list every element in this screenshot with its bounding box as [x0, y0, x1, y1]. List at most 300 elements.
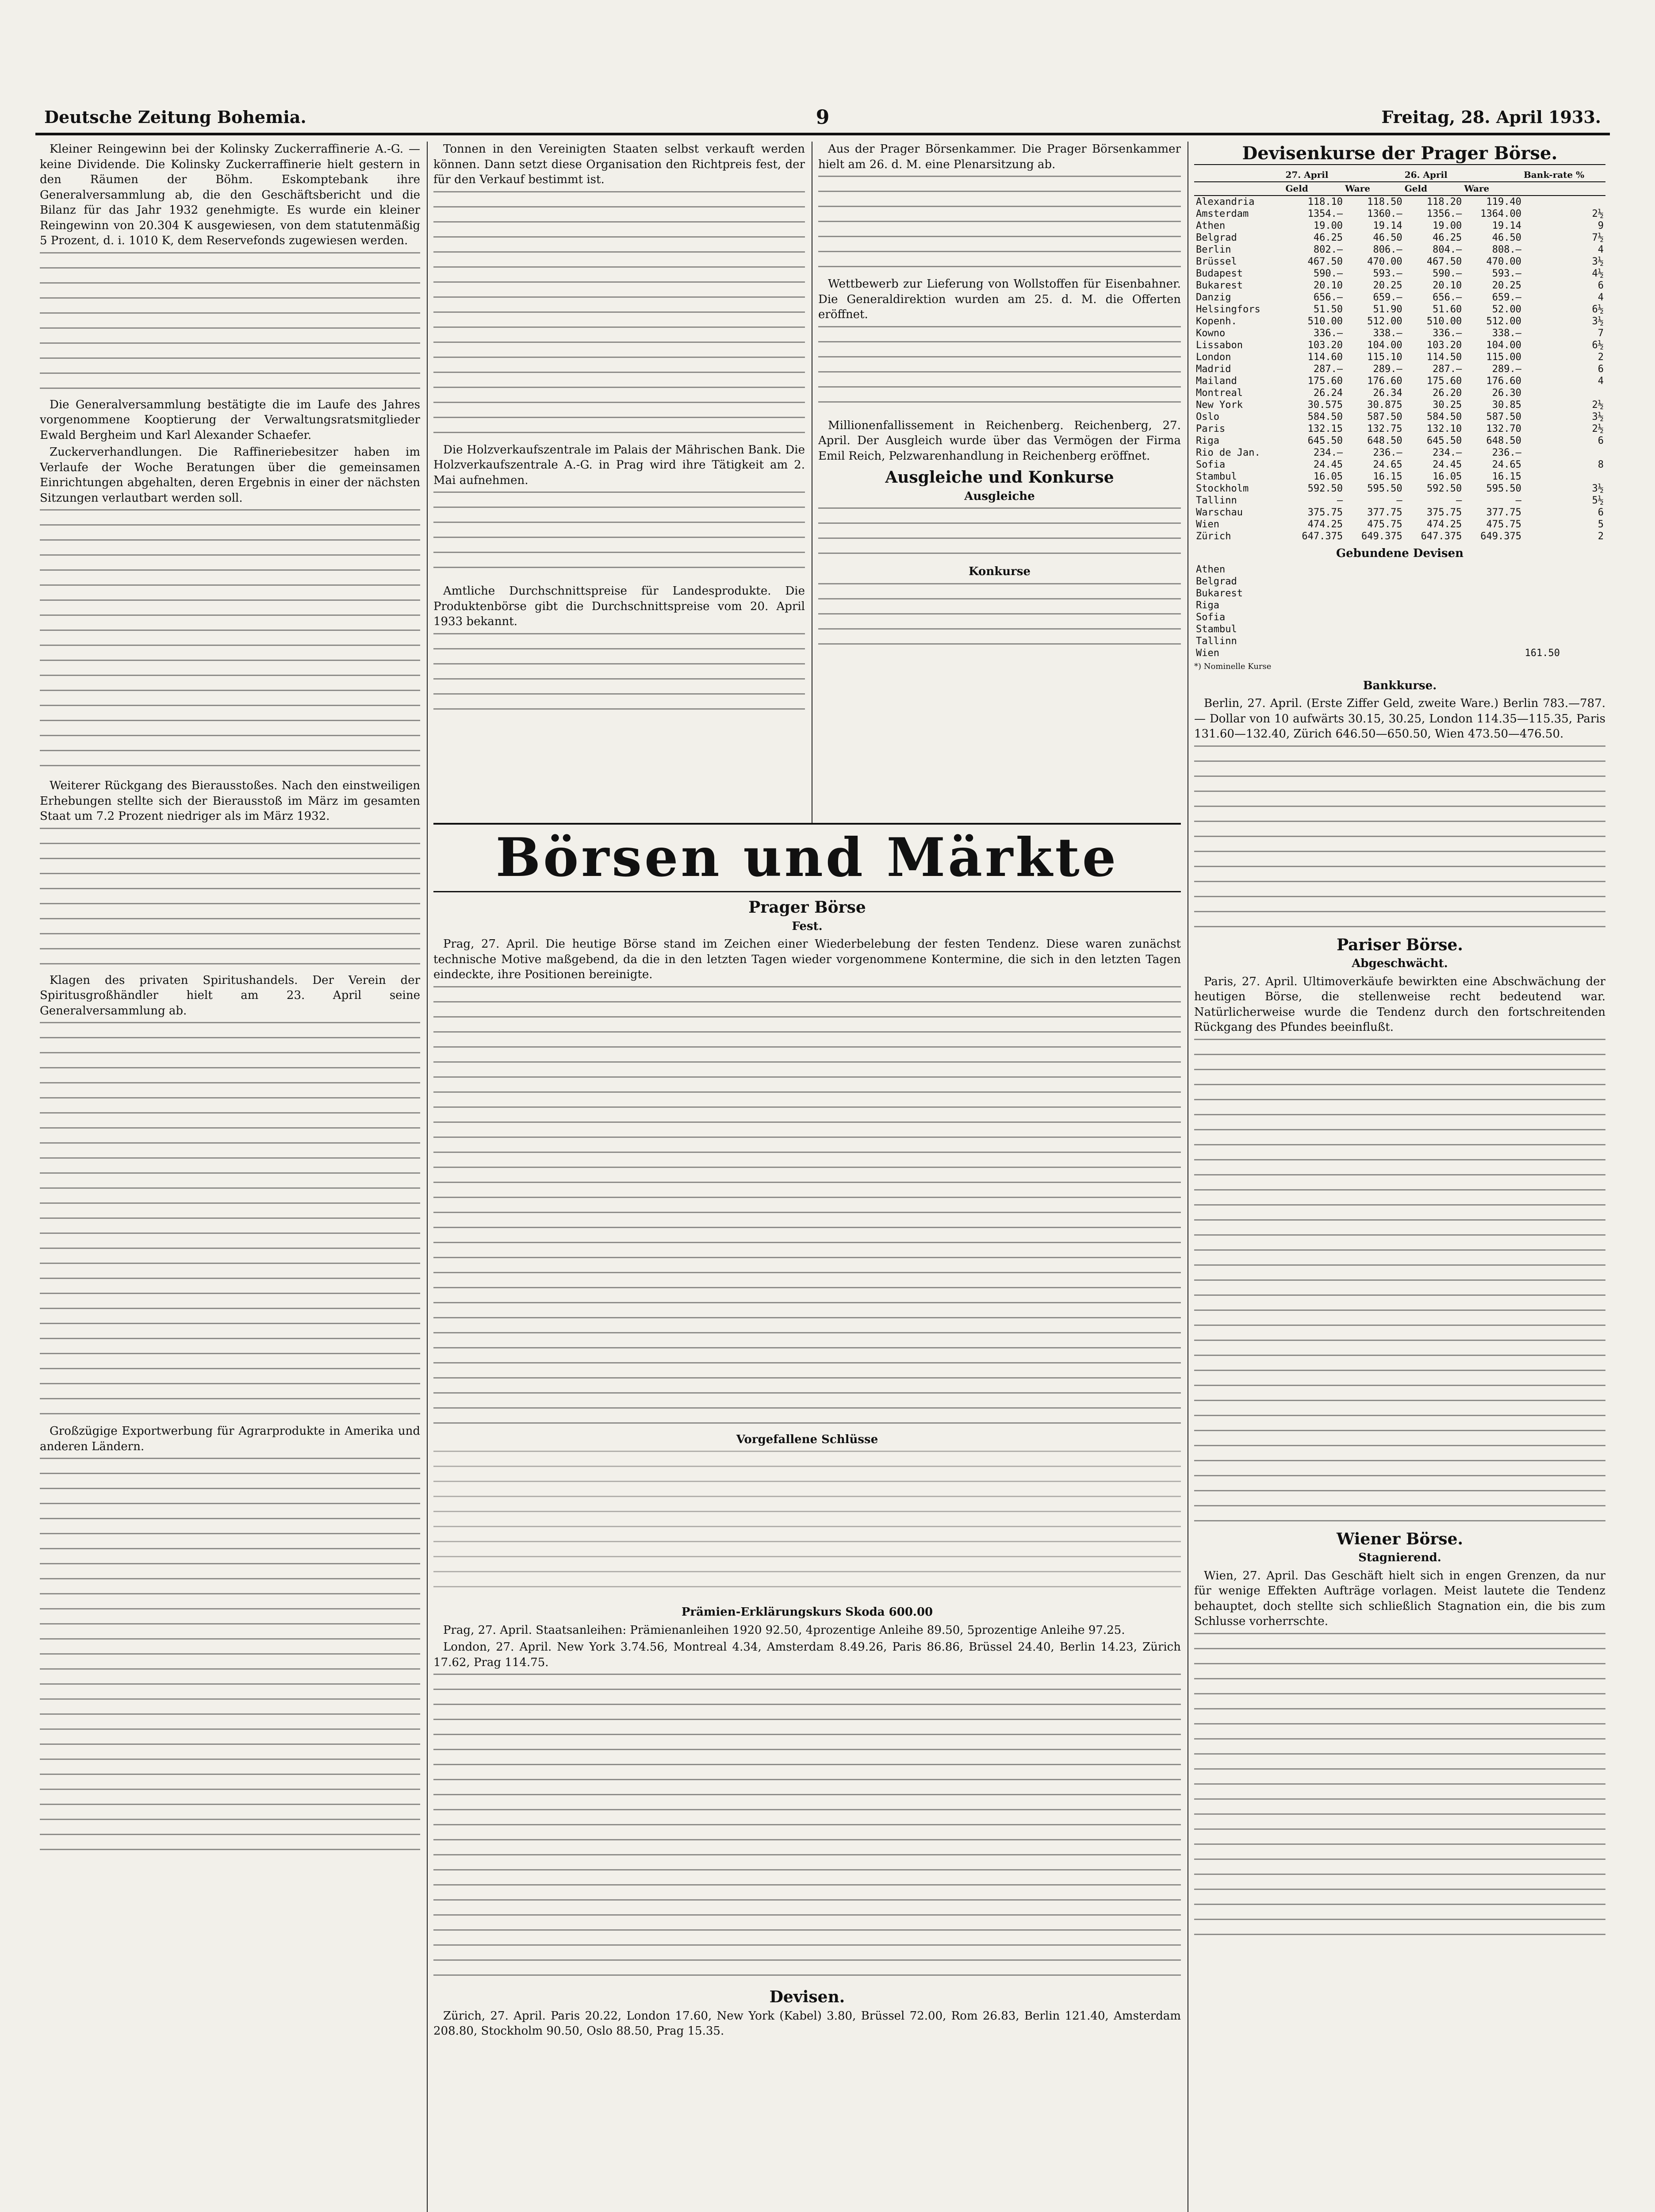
table-cell: 16.15 [1492, 471, 1521, 482]
pariser-boerse-title: Pariser Börse. [1337, 935, 1463, 954]
table-cell: 467.50 [1426, 256, 1462, 267]
table-cell: 114.60 [1307, 351, 1343, 363]
quotes-table [433, 1451, 1181, 1601]
table-cell: Stockholm [1196, 483, 1249, 494]
table-cell: 2½ [1592, 399, 1604, 411]
devisenkurse-title: Devisenkurse der Prager Börse. [1194, 146, 1605, 165]
table-row [1194, 315, 1605, 327]
table-cell: 103.20 [1426, 339, 1462, 351]
wiener-boerse-title: Wiener Börse. [1336, 1529, 1463, 1548]
table-cell: 5½ [1592, 495, 1604, 506]
table-cell: 510.00 [1426, 315, 1462, 327]
table-cell: 595.50 [1486, 483, 1521, 494]
table-cell: Stambul [1196, 471, 1237, 482]
table-cell: London [1196, 351, 1231, 363]
table-cell: 46.50 [1492, 232, 1521, 243]
table-row [1194, 507, 1605, 518]
table-cell: 1364.00 [1480, 208, 1521, 219]
article-paragraph: Millionenfallissement in Reichenberg. Reichenberg, 27. April. Der Ausgleich wurde über das Vermögen der Firma Emil Reich, Pelzwarenhandlung in Reichenberg eröffnet. [818, 419, 1181, 463]
table-cell [1576, 588, 1591, 599]
table-cell: 3½ [1592, 315, 1604, 327]
table-cell: 9 [1598, 220, 1604, 231]
table-cell: 590.— [1313, 268, 1343, 279]
article-paragraph: Die Generalversammlung bestätigte die im Laufe des Jahres vorgenommene Kooptierung der Verwaltungsratsmitglieder Ewald Bergheim und Karl Alexander Schaefer. [40, 398, 420, 442]
table-row [1194, 196, 1605, 208]
table-cell: 649.375 [1361, 530, 1402, 542]
table-cell: 119.40 [1486, 196, 1521, 207]
table-cell [1523, 447, 1605, 459]
table-cell: 336.— [1433, 327, 1462, 339]
issue-date: Freitag, 28. April 1933. [1381, 107, 1601, 127]
table-cell: 234.— [1433, 447, 1462, 458]
table-cell: 24.45 [1433, 459, 1462, 470]
table-cell: 46.25 [1313, 232, 1343, 243]
table-cell: Belgrad [1196, 576, 1237, 587]
table-cell [1591, 611, 1605, 623]
noten-footnote: *) Nominelle Kurse [1194, 662, 1272, 671]
table-cell: 647.375 [1421, 530, 1462, 542]
noten-body [1194, 564, 1605, 659]
sub-heading: Konkurse [968, 565, 1031, 578]
table-cell [1591, 599, 1605, 611]
sub-heading: Ausgleiche [964, 489, 1035, 503]
table-cell: 132.70 [1486, 423, 1521, 434]
text-block [1194, 745, 1605, 931]
table-cell: 16.05 [1313, 471, 1343, 482]
table-cell: 289.— [1492, 363, 1521, 375]
table-cell: 26.24 [1313, 387, 1343, 399]
table-cell: Bukarest [1196, 280, 1243, 291]
article-paragraph: Zuckerverhandlungen. Die Raffineriebesitzer haben im Verlaufe der Woche Beratungen über die gemeinsamen Einrichtungen abgehalten, deren Ergebnis in einer der nächsten Sitzungen verlautbart werden soll. [40, 445, 420, 505]
text-block [818, 583, 1181, 654]
table-cell: 132.75 [1367, 423, 1402, 434]
table-cell [1562, 611, 1576, 623]
table-row [1194, 327, 1605, 339]
table-cell: Madrid [1196, 363, 1231, 375]
table-cell: 104.00 [1367, 339, 1402, 351]
table-cell: 26.34 [1373, 387, 1402, 399]
table-row [1194, 363, 1605, 375]
table-cell: 8 [1598, 459, 1604, 470]
table-cell [1523, 196, 1605, 208]
table-cell: Riga [1196, 435, 1219, 446]
table-cell: 648.50 [1486, 435, 1521, 446]
article-paragraph: Die Holzverkaufszentrale im Palais der Mährischen Bank. Die Holzverkaufszentrale A.-G. in Prag wird ihre Tätigkeit am 2. Mai aufnehmen. [433, 443, 805, 487]
table-cell: 659.— [1492, 292, 1521, 303]
table-row [1194, 483, 1605, 495]
article-paragraph: Paris, 27. April. Ultimoverkäufe bewirkten eine Abschwächung der heutigen Börse, die stellenweise recht bedeutend war. Natürlicherweise wurde die Tendenz durch den fortschreitenden Rückgang des Pfundes beeinflußt. [1194, 975, 1605, 1034]
article-paragraph: Weiterer Rückgang des Bierausstoßes. Nach den einstweiligen Erhebungen stellte sich der Bierausstoß im März im gesamten Staat um 7.2 Prozent niedriger als im März 1932. [40, 779, 420, 823]
col-bankrate: Bank-rate % [1523, 169, 1605, 182]
table-cell: 512.00 [1367, 315, 1402, 327]
table-cell: 4 [1598, 375, 1604, 387]
table-cell: 132.15 [1307, 423, 1343, 434]
table-row [1194, 635, 1605, 647]
text-block [40, 828, 420, 969]
text-block [1194, 1633, 1605, 1943]
table-cell: 510.00 [1307, 315, 1343, 327]
table-row [1194, 268, 1605, 280]
table-cell: 656.— [1313, 292, 1343, 303]
table-row [1194, 303, 1605, 315]
table-cell: 802.— [1313, 244, 1343, 255]
table-cell: 20.10 [1313, 280, 1343, 291]
table-cell [1562, 647, 1576, 659]
table-row [1194, 292, 1605, 303]
table-row [1194, 232, 1605, 244]
table-cell: 3½ [1592, 256, 1604, 267]
table-cell: 647.375 [1302, 530, 1343, 542]
table-cell: — [1337, 495, 1343, 506]
table-cell: 234.— [1313, 447, 1343, 458]
table-cell: 24.65 [1373, 459, 1402, 470]
table-cell: 236.— [1373, 447, 1402, 458]
table-cell: 16.05 [1433, 471, 1462, 482]
table-cell: 118.10 [1307, 196, 1343, 207]
table-cell: 338.— [1492, 327, 1521, 339]
table-row [1194, 495, 1605, 507]
table-cell [1523, 387, 1605, 399]
table-cell: 24.45 [1313, 459, 1343, 470]
table-cell: 118.20 [1426, 196, 1462, 207]
table-row [1194, 244, 1605, 256]
table-cell: 161.50 [1525, 648, 1560, 659]
table-cell: 336.— [1313, 327, 1343, 339]
table-cell: 584.50 [1307, 411, 1343, 422]
table-cell: 6 [1598, 280, 1604, 291]
exchange-rate-table [1194, 169, 1605, 542]
table-cell: Tallinn [1196, 636, 1237, 647]
table-cell: 645.50 [1426, 435, 1462, 446]
article-paragraph: Wien, 27. April. Das Geschäft hielt sich in engen Grenzen, da nur für wenige Effekten Aufträge vorlagen. Meist lautete die Tendenz behauptet, doch stellte sich schließlich Stagnation ein, die bis zum Schlusse vorherrschte. [1194, 1569, 1605, 1628]
table-row [1194, 459, 1605, 471]
table-cell: 470.00 [1367, 256, 1402, 267]
text-block [433, 492, 805, 580]
table-cell [1402, 576, 1562, 588]
table-cell: 5 [1598, 518, 1604, 530]
article-paragraph: Zürich, 27. April. Paris 20.22, London 17.60, New York (Kabel) 3.80, Brüssel 72.00, Rom 26.83, Berlin 121.40, Amsterdam 208.80, Stockholm 90.50, Oslo 88.50, Prag 15.35. [433, 2009, 1181, 2038]
table-cell: 7 [1598, 327, 1604, 339]
table-cell: Helsingfors [1196, 303, 1260, 315]
table-row [1194, 447, 1605, 459]
table-cell: Stambul [1196, 624, 1237, 635]
article-paragraph: Kleiner Reingewinn bei der Kolinsky Zuckerraffinerie A.-G. — keine Dividende. Die Kolinsky Zuckerraffinerie hielt gestern in den Räumen der Böhm. Eskomptebank ihre Generalversammlung ab, die den Geschäftsbericht und die Bilanz für das Jahr 1932 genehmigte. Es wurde ein kleiner Reingewinn von 20.304 K ausgewiesen, von dem statutenmäßig 5 Prozent, d. i. 1010 K, dem Reservefonds zugewiesen werden. [40, 142, 420, 247]
text-block [818, 507, 1181, 561]
table-cell: 132.10 [1426, 423, 1462, 434]
column-economy-news-3 [818, 142, 1181, 818]
column-rule [427, 142, 428, 2212]
article-paragraph: Klagen des privaten Spiritushandels. Der Verein der Spiritusgroßhändler hielt am 23. April seine Generalversammlung ab. [40, 973, 420, 1018]
table-cell: 51.50 [1313, 303, 1343, 315]
table-cell: 19.00 [1313, 220, 1343, 231]
table-cell: 3½ [1592, 483, 1604, 494]
table-cell: 587.50 [1367, 411, 1402, 422]
table-cell: Paris [1196, 423, 1226, 434]
table-cell: 804.— [1433, 244, 1462, 255]
table-cell: 46.50 [1373, 232, 1402, 243]
table-cell: Brüssel [1196, 256, 1237, 267]
table-cell: 3½ [1592, 411, 1604, 422]
table-cell: 806.— [1373, 244, 1402, 255]
table-row [1194, 471, 1605, 483]
table-row [1194, 518, 1605, 530]
prager-boerse-title: Prager Börse [748, 898, 866, 917]
pariser-boerse-subtitle: Abgeschwächt. [1352, 957, 1448, 970]
table-row [1194, 530, 1605, 542]
table-cell: 20.25 [1492, 280, 1521, 291]
table-cell: 2½ [1592, 423, 1604, 434]
article-paragraph: Prag, 27. April. Staatsanleihen: Prämienanleihen 1920 92.50, 4prozentige Anleihe 89.50, 5prozentige Anleihe 97.25. [443, 1623, 1125, 1637]
table-row [1194, 435, 1605, 447]
table-row [1194, 256, 1605, 268]
table-cell: 587.50 [1486, 411, 1521, 422]
table-cell: 593.— [1373, 268, 1402, 279]
table-cell: 648.50 [1367, 435, 1402, 446]
table-cell: 30.25 [1433, 399, 1462, 411]
premium-footnote: Prämien-Erklärungskurs Skoda 600.00 [681, 1605, 933, 1619]
table-cell: Riga [1196, 600, 1219, 611]
table-cell [1562, 635, 1576, 647]
table-cell: 649.375 [1480, 530, 1521, 542]
table-cell: 375.75 [1426, 507, 1462, 518]
table-cell: Bukarest [1196, 588, 1243, 599]
bound-currency-table [1194, 564, 1605, 659]
table-cell [1562, 623, 1576, 635]
bankkurse-title: Bankkurse. [1363, 679, 1437, 692]
article-paragraph: Wettbewerb zur Lieferung von Wollstoffen für Eisenbahner. Die Generaldirektion wurden am 25. d. M. die Offerten eröffnet. [818, 277, 1181, 321]
text-block [40, 509, 420, 775]
column-economy-news-2 [433, 142, 805, 818]
table-cell [1562, 564, 1576, 576]
table-cell: 4 [1598, 244, 1604, 255]
text-block [433, 986, 1181, 1429]
table-cell: 175.60 [1426, 375, 1462, 387]
table-cell: 51.90 [1373, 303, 1402, 315]
table-cell: 103.20 [1307, 339, 1343, 351]
table-cell: 30.575 [1307, 399, 1343, 411]
table-cell: 289.— [1373, 363, 1402, 375]
table-cell: Wien [1196, 518, 1219, 530]
table-cell [1562, 588, 1576, 599]
table-cell: Wien [1196, 648, 1219, 659]
devisen-title: Devisen. [769, 1988, 845, 2006]
table-cell: 115.00 [1486, 351, 1521, 363]
text-block [818, 326, 1181, 415]
table-cell: 1356.— [1426, 208, 1462, 219]
table-cell [1576, 576, 1591, 588]
prager-boerse-subtitle: Fest. [792, 919, 823, 933]
table-cell: 19.00 [1433, 220, 1462, 231]
article-paragraph: Amtliche Durchschnittspreise für Landesprodukte. Die Produktenbörse gibt die Durchschnittspreise vom 20. April 1933 bekannt. [433, 584, 805, 628]
table-row [1194, 588, 1605, 599]
table-cell [1576, 623, 1591, 635]
table-row [1194, 623, 1605, 635]
table-cell: 474.25 [1426, 518, 1462, 530]
table-cell: 287.— [1433, 363, 1462, 375]
table-cell: 474.25 [1307, 518, 1343, 530]
page-number: 9 [816, 106, 830, 129]
table-cell: 7½ [1592, 232, 1604, 243]
table-row [1194, 208, 1605, 220]
table-cell: 467.50 [1307, 256, 1343, 267]
table-cell: — [1396, 495, 1402, 506]
table-cell: 6½ [1592, 303, 1604, 315]
market-section [433, 894, 1181, 2212]
text-block [40, 252, 420, 394]
table-cell: 1360.— [1367, 208, 1402, 219]
column-economy-news [40, 142, 420, 2212]
table-cell [1562, 576, 1576, 588]
table-cell: 19.14 [1373, 220, 1402, 231]
table-cell: Zürich [1196, 530, 1231, 542]
text-block [40, 1458, 420, 1856]
table-cell: 26.20 [1433, 387, 1462, 399]
table-cell [1591, 635, 1605, 647]
article-paragraph: Aus der Prager Börsenkammer. Die Prager Börsenkammer hielt am 26. d. M. eine Plenarsitzung ab. [818, 142, 1181, 171]
table-cell: 46.25 [1433, 232, 1462, 243]
table-row [1194, 599, 1605, 611]
noten-title: Gebundene Devisen [1336, 546, 1464, 560]
table-cell: 6½ [1592, 339, 1604, 351]
table-cell: Lissabon [1196, 339, 1243, 351]
table-cell [1402, 623, 1562, 635]
table-cell: Amsterdam [1196, 208, 1249, 219]
vorgestrige-title: Vorgefallene Schlüsse [736, 1432, 878, 1446]
table-cell: 377.75 [1367, 507, 1402, 518]
table-cell: 593.— [1492, 268, 1521, 279]
col-date-1: 27. April [1285, 169, 1404, 182]
table-cell: Sofia [1196, 459, 1226, 470]
table-cell: 6 [1598, 507, 1604, 518]
table-cell: 4½ [1592, 268, 1604, 279]
table-cell: New York [1196, 399, 1243, 411]
table-cell: 114.50 [1426, 351, 1462, 363]
table-cell [1402, 588, 1562, 599]
table-row [1194, 399, 1605, 411]
section-heading: Ausgleiche und Konkurse [885, 468, 1114, 487]
table-cell: 4 [1598, 292, 1604, 303]
table-cell [1576, 647, 1591, 659]
col-date-2: 26. April [1404, 169, 1523, 182]
column-currency [1194, 142, 1605, 2212]
table-cell [1591, 647, 1605, 659]
text-block [818, 176, 1181, 273]
table-cell: 2 [1598, 351, 1604, 363]
table-cell: 20.25 [1373, 280, 1402, 291]
text-block [433, 191, 805, 439]
col-ware: Ware [1463, 182, 1523, 196]
table-cell: 30.85 [1492, 399, 1521, 411]
table-cell: Warschau [1196, 507, 1243, 518]
table-cell: — [1515, 495, 1521, 506]
table-cell: 656.— [1433, 292, 1462, 303]
table-cell: Budapest [1196, 268, 1243, 279]
table-cell: 287.— [1313, 363, 1343, 375]
table-cell: 176.60 [1367, 375, 1402, 387]
table-cell: 808.— [1492, 244, 1521, 255]
table-cell: Berlin [1196, 244, 1231, 255]
table-cell: Tallinn [1196, 495, 1237, 506]
table-cell [1576, 599, 1591, 611]
article-paragraph: London, 27. April. New York 3.74.56, Montreal 4.34, Amsterdam 8.49.26, Paris 86.86, Brüssel 24.40, Berlin 14.23, Zürich 17.62, Prag 114.75. [433, 1640, 1181, 1669]
table-cell [1402, 635, 1562, 647]
table-cell: 19.14 [1492, 220, 1521, 231]
table-row [1194, 576, 1605, 588]
table-cell: 377.75 [1486, 507, 1521, 518]
table-cell: 6 [1598, 435, 1604, 446]
table-row [1194, 351, 1605, 363]
table-row [1194, 423, 1605, 435]
table-row [1194, 280, 1605, 292]
table-cell [1591, 588, 1605, 599]
table-cell [1591, 564, 1605, 576]
table-cell: 512.00 [1486, 315, 1521, 327]
article-paragraph: Berlin, 27. April. (Erste Ziffer Geld, zweite Ware.) Berlin 783.—787.— Dollar von 10 aufwärts 30.15, 30.25, London 114.35—115.35, Paris 131.60—132.40, Zürich 646.50—650.50, Wien 473.50—476.50. [1194, 697, 1605, 741]
table-cell: Sofia [1196, 612, 1226, 623]
table-cell: 1354.— [1307, 208, 1343, 219]
col-currency [1194, 169, 1285, 182]
text-block [433, 633, 805, 722]
table-cell: 118.50 [1367, 196, 1402, 207]
article-paragraph: Tonnen in den Vereinigten Staaten selbst verkauft werden können. Dann setzt diese Organisation den Richtpreis fest, der für den Verkauf bestimmt ist. [433, 142, 805, 186]
table-row [1194, 647, 1605, 659]
table-cell: 115.10 [1367, 351, 1402, 363]
table-cell: 592.50 [1307, 483, 1343, 494]
table-cell: 659.— [1373, 292, 1402, 303]
table-cell [1402, 611, 1562, 623]
table-cell: 51.60 [1433, 303, 1462, 315]
table-row [1194, 564, 1605, 576]
table-cell: 475.75 [1486, 518, 1521, 530]
section-banner: Börsen und Märkte [433, 823, 1181, 892]
table-cell: 584.50 [1426, 411, 1462, 422]
table-cell: Alexandria [1196, 196, 1255, 207]
table-cell [1402, 564, 1562, 576]
table-cell: 2 [1598, 530, 1604, 542]
table-cell: 592.50 [1426, 483, 1462, 494]
wiener-boerse-subtitle: Stagnierend. [1358, 1551, 1441, 1564]
table-cell [1591, 576, 1605, 588]
table-cell: Belgrad [1196, 232, 1237, 243]
text-block [433, 1674, 1181, 1983]
table-cell: 16.15 [1373, 471, 1402, 482]
table-cell: 475.75 [1367, 518, 1402, 530]
table-cell: 470.00 [1486, 256, 1521, 267]
text-block [1194, 1039, 1605, 1525]
table-row [1194, 375, 1605, 387]
table-cell: 338.— [1373, 327, 1402, 339]
table-cell: Kopenh. [1196, 315, 1237, 327]
table-cell [1576, 611, 1591, 623]
table-cell: Mailand [1196, 375, 1237, 387]
table-cell: 30.875 [1367, 399, 1402, 411]
article-paragraph: Großzügige Exportwerbung für Agrarprodukte in Amerika und anderen Ländern. [40, 1425, 420, 1453]
table-row [1194, 339, 1605, 351]
page-header [35, 106, 1610, 135]
table-cell: 645.50 [1307, 435, 1343, 446]
newspaper-name: Deutsche Zeitung Bohemia. [44, 107, 306, 127]
table-cell: 6 [1598, 363, 1604, 375]
table-cell: 24.65 [1492, 459, 1521, 470]
table-cell: 2½ [1592, 208, 1604, 219]
table-cell: Rio de Jan. [1196, 447, 1260, 458]
table-cell: 104.00 [1486, 339, 1521, 351]
table-cell [1523, 471, 1605, 483]
col-geld: Geld [1404, 182, 1464, 196]
table-cell: — [1456, 495, 1462, 506]
table-cell: 26.30 [1492, 387, 1521, 399]
table-cell: Oslo [1196, 411, 1219, 422]
